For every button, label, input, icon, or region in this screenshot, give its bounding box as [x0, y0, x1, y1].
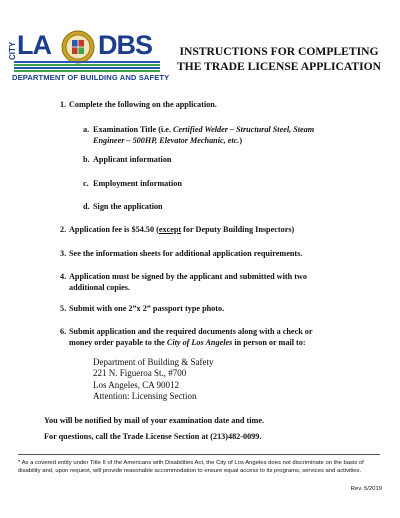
item-text-line: Application must be signed by the applicant and submitted with two — [69, 272, 307, 281]
sub-list-item — [83, 178, 383, 189]
item-text: Complete the following on the application. — [69, 100, 217, 109]
questions-note: For questions, call the Trade License Section at (213)482-0099. — [44, 432, 262, 441]
logo-department-text: DEPARTMENT OF BUILDING AND SAFETY — [12, 73, 170, 82]
item-text-underlined: except — [158, 225, 182, 234]
list-item — [60, 224, 380, 235]
list-item — [60, 271, 380, 293]
item-number: 6. — [60, 327, 67, 336]
mailing-address — [93, 357, 213, 403]
item-text-line: Submit application and the required documents along with a check or — [69, 327, 313, 336]
logo-dbs-text: DBS — [98, 30, 153, 60]
sub-list-item — [83, 154, 383, 165]
item-number: 3. — [60, 249, 67, 258]
address-line: 221 N. Figueroa St., #700 — [93, 368, 187, 379]
title-line-1: INSTRUCTIONS FOR COMPLETING — [179, 45, 379, 58]
item-text: See the information sheets for additional application requirements. — [69, 249, 303, 258]
item-text — [69, 224, 294, 235]
list-item — [60, 303, 380, 314]
logo-city-text: CITY — [8, 41, 17, 60]
sub-item-text-italic: Certified Welder – Structural Steel, Steam — [172, 125, 315, 134]
item-text-part: money order payable to the — [69, 338, 167, 347]
item-number: 1. — [60, 100, 67, 109]
revision-date: Rev. 5/2019 — [350, 486, 382, 492]
item-text-part: in person or mail to: — [232, 338, 306, 347]
sub-item-letter: c. — [83, 179, 89, 188]
sub-item-text: Employment information — [93, 179, 182, 188]
item-text — [69, 326, 313, 348]
item-number: 4. — [60, 272, 67, 281]
item-text: Submit with one 2”x 2” passport type photo. — [69, 304, 225, 313]
sub-item-text: Applicant information — [93, 155, 172, 164]
sub-list-item — [83, 124, 383, 146]
city-seal-icon — [61, 30, 95, 64]
sub-item-text-part: Examination Title (i.e. — [93, 125, 173, 134]
list-item — [60, 99, 380, 110]
sub-list-item — [83, 201, 383, 212]
list-item — [60, 326, 380, 348]
item-text-italic: City of Los Angeles — [166, 338, 233, 347]
address-line: Los Angeles, CA 90012 — [93, 379, 180, 390]
logo-stripes — [14, 61, 160, 73]
item-text-line: additional copies. — [69, 283, 130, 292]
notification-note: You will be notified by mail of your examination date and time. — [44, 416, 265, 425]
sub-item-text — [93, 124, 314, 146]
address-line: Attention: Licensing Section — [93, 391, 197, 402]
item-number: 2. — [60, 225, 67, 234]
sub-item-text-part: ) — [239, 136, 243, 145]
item-text-part: Application fee is $54.50 ( — [69, 225, 159, 234]
footnote-divider — [18, 454, 380, 455]
page-title — [168, 44, 390, 74]
item-text — [69, 271, 307, 293]
ladbs-logo — [8, 30, 170, 88]
title-line-2: THE TRADE LICENSE APPLICATION — [176, 60, 382, 73]
sub-item-letter: b. — [83, 155, 90, 164]
address-line: Department of Building & Safety — [93, 357, 214, 367]
list-item — [60, 248, 380, 259]
sub-item-letter: a. — [83, 125, 90, 134]
sub-item-text: Sign the application — [93, 202, 163, 211]
item-text-part: for Deputy Building Inspectors) — [181, 225, 295, 234]
sub-item-letter: d. — [83, 202, 90, 211]
ada-footnote: * As a covered entity under Title II of the Americans with Disabilities Act, the City of Los Angeles does not discriminate on the basis of disability and, upon request, will provide reasonable accommodation to ensure equal access to its programs, services and activities. — [18, 460, 364, 475]
item-number: 5. — [60, 304, 67, 313]
sub-item-text-italic: Engineer – 500HP, Elevator Mechanic, etc. — [93, 136, 240, 145]
logo-la-text: LA — [17, 30, 51, 60]
